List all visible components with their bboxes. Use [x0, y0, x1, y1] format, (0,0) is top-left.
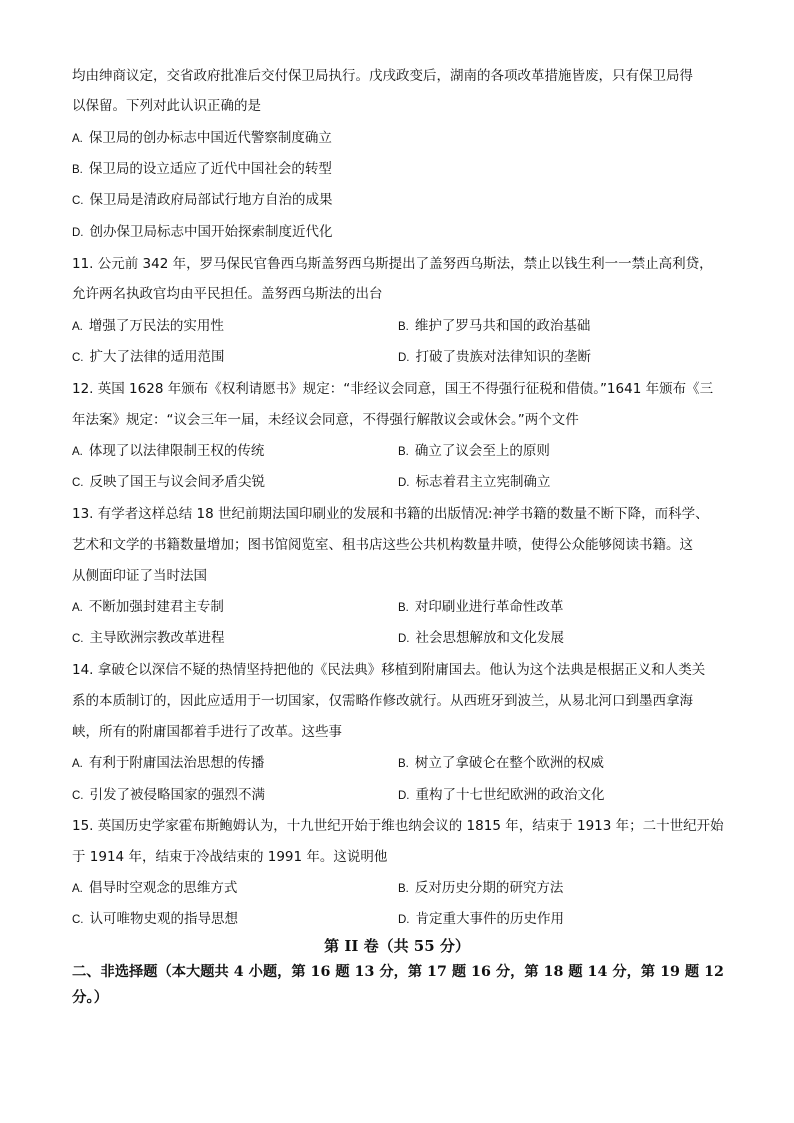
option-letter: C. — [72, 352, 84, 364]
part-heading-line2: 分。） — [72, 989, 109, 1006]
q13-option-a[interactable] — [72, 597, 224, 618]
q12-stem-line1: 12. 英国 1628 年颁布《权利请愿书》规定：“非经议会同意，国王不得强行征税和借债。”1641 年颁布《三 — [72, 381, 714, 397]
q14-option-a[interactable] — [72, 753, 264, 774]
option-text: 有利于附庸国法治思想的传播 — [88, 755, 265, 771]
option-letter: A. — [72, 321, 83, 333]
option-letter: C. — [72, 914, 84, 926]
q15-stem-line2: 于 1914 年，结束于冷战结束的 1991 年。这说明他 — [72, 849, 388, 865]
option-text: 反对历史分期的研究方法 — [414, 880, 564, 896]
option-letter: A. — [72, 758, 83, 770]
option-text: 社会思想解放和文化发展 — [415, 630, 564, 646]
q14-option-d[interactable] — [398, 785, 605, 806]
option-letter: D. — [398, 633, 410, 645]
option-text: 标志着君主立宪制确立 — [415, 474, 551, 490]
option-text: 保卫局是清政府局部试行地方自治的成果 — [89, 192, 333, 208]
option-text: 重构了十七世纪欧洲的政治文化 — [415, 787, 605, 803]
option-letter: D. — [398, 477, 410, 489]
q15-option-b[interactable] — [398, 878, 563, 899]
option-letter: C. — [72, 790, 84, 802]
option-text: 对印刷业进行革命性改革 — [414, 599, 564, 615]
option-text: 打破了贵族对法律知识的垄断 — [415, 349, 591, 365]
option-letter: A. — [72, 446, 83, 458]
q14-stem-line3: 峡，所有的附庸国都着手进行了改革。这些事 — [72, 724, 342, 740]
option-letter: C. — [72, 477, 84, 489]
q11-option-b[interactable] — [398, 316, 590, 337]
section-title: 第 II 卷（共 55 分） — [324, 937, 470, 955]
option-text: 认可唯物史观的指导思想 — [89, 911, 238, 927]
option-text: 扩大了法律的适用范围 — [89, 349, 225, 365]
option-text: 不断加强封建君主专制 — [88, 599, 224, 615]
q15-stem-line1: 15. 英国历史学家霍布斯鲍姆认为，十九世纪开始于维也纳会议的 1815 年，结束于 1913 年；二十世纪开始 — [72, 818, 724, 834]
q11-option-c[interactable] — [72, 347, 225, 368]
q12-option-d[interactable] — [398, 472, 551, 493]
q10-option-a[interactable] — [72, 128, 332, 149]
q11-stem-line2: 允许两名执政官均由平民担任。盖努西乌斯法的出台 — [72, 286, 383, 302]
q10-option-d[interactable] — [72, 222, 333, 243]
q11-option-a[interactable] — [72, 316, 224, 337]
option-letter: B. — [398, 321, 409, 333]
q14-option-c[interactable] — [72, 785, 265, 806]
option-letter: C. — [72, 195, 84, 207]
option-letter: D. — [398, 790, 410, 802]
option-letter: B. — [398, 758, 409, 770]
q12-option-c[interactable] — [72, 472, 265, 493]
option-text: 肯定重大事件的历史作用 — [415, 911, 564, 927]
q12-option-b[interactable] — [398, 441, 550, 462]
option-letter: A. — [72, 133, 83, 145]
option-letter: B. — [398, 883, 409, 895]
q13-stem-line2: 艺术和文学的书籍数量增加；图书馆阅览室、租书店这些公共机构数量井喷，使得公众能够阅读书籍。这 — [72, 537, 693, 553]
q10-option-c[interactable] — [72, 190, 333, 211]
option-text: 反映了国王与议会间矛盾尖锐 — [89, 474, 265, 490]
q15-option-a[interactable] — [72, 878, 237, 899]
option-letter: D. — [398, 352, 410, 364]
q13-stem-line3: 从侧面印证了当时法国 — [72, 568, 207, 584]
q12-stem-line2: 年法案》规定：“议会三年一届，未经议会同意，不得强行解散议会或休会。”两个文件 — [72, 412, 579, 428]
q14-stem-line1: 14. 拿破仑以深信不疑的热情坚持把他的《民法典》移植到附庸国去。他认为这个法典是根据正义和人类关 — [72, 662, 706, 678]
option-letter: D. — [72, 227, 84, 239]
option-text: 保卫局的创办标志中国近代警察制度确立 — [88, 130, 332, 146]
q10-stem-line2: 以保留。下列对此认识正确的是 — [72, 98, 261, 114]
option-letter: B. — [398, 602, 409, 614]
q13-option-c[interactable] — [72, 628, 225, 649]
q15-option-d[interactable] — [398, 909, 564, 930]
q14-stem-line2: 系的本质制订的，因此应适用于一切国家，仅需略作修改就行。从西班牙到波兰，从易北河口到墨西拿海 — [72, 693, 693, 709]
option-text: 体现了以法律限制王权的传统 — [88, 443, 265, 459]
option-text: 保卫局的设立适应了近代中国社会的转型 — [88, 161, 332, 177]
option-text: 维护了罗马共和国的政治基础 — [414, 318, 591, 334]
part-heading-line1: 二、非选择题（本大题共 4 小题，第 16 题 13 分，第 17 题 16 分，第 18 题 14 分，第 19 题 12 — [72, 964, 724, 980]
q15-option-c[interactable] — [72, 909, 238, 930]
option-letter: B. — [72, 164, 83, 176]
option-text: 树立了拿破仑在整个欧洲的权威 — [414, 755, 604, 771]
option-letter: A. — [72, 602, 83, 614]
q13-option-b[interactable] — [398, 597, 563, 618]
q11-option-d[interactable] — [398, 347, 591, 368]
option-letter: D. — [398, 914, 410, 926]
q14-option-b[interactable] — [398, 753, 604, 774]
q10-stem-line1: 均由绅商议定，交省政府批准后交付保卫局执行。戊戌政变后，湖南的各项改革措施皆废，只有保卫局得 — [72, 68, 693, 84]
option-text: 引发了被侵略国家的强烈不满 — [89, 787, 265, 803]
option-text: 主导欧洲宗教改革进程 — [89, 630, 225, 646]
option-text: 增强了万民法的实用性 — [88, 318, 224, 334]
q12-option-a[interactable] — [72, 441, 264, 462]
option-letter: C. — [72, 633, 84, 645]
q10-option-b[interactable] — [72, 159, 332, 180]
q13-option-d[interactable] — [398, 628, 564, 649]
option-letter: A. — [72, 883, 83, 895]
option-text: 创办保卫局标志中国开始探索制度近代化 — [89, 224, 333, 240]
q13-stem-line1: 13. 有学者这样总结 18 世纪前期法国印刷业的发展和书籍的出版情况:神学书籍的数量不断下降，而科学、 — [72, 506, 709, 522]
option-letter: B. — [398, 446, 409, 458]
option-text: 倡导时空观念的思维方式 — [88, 880, 238, 896]
option-text: 确立了议会至上的原则 — [414, 443, 550, 459]
q11-stem-line1: 11. 公元前 342 年，罗马保民官鲁西乌斯盖努西乌斯提出了盖努西乌斯法，禁止以钱生利一一禁止高利贷， — [72, 256, 713, 272]
